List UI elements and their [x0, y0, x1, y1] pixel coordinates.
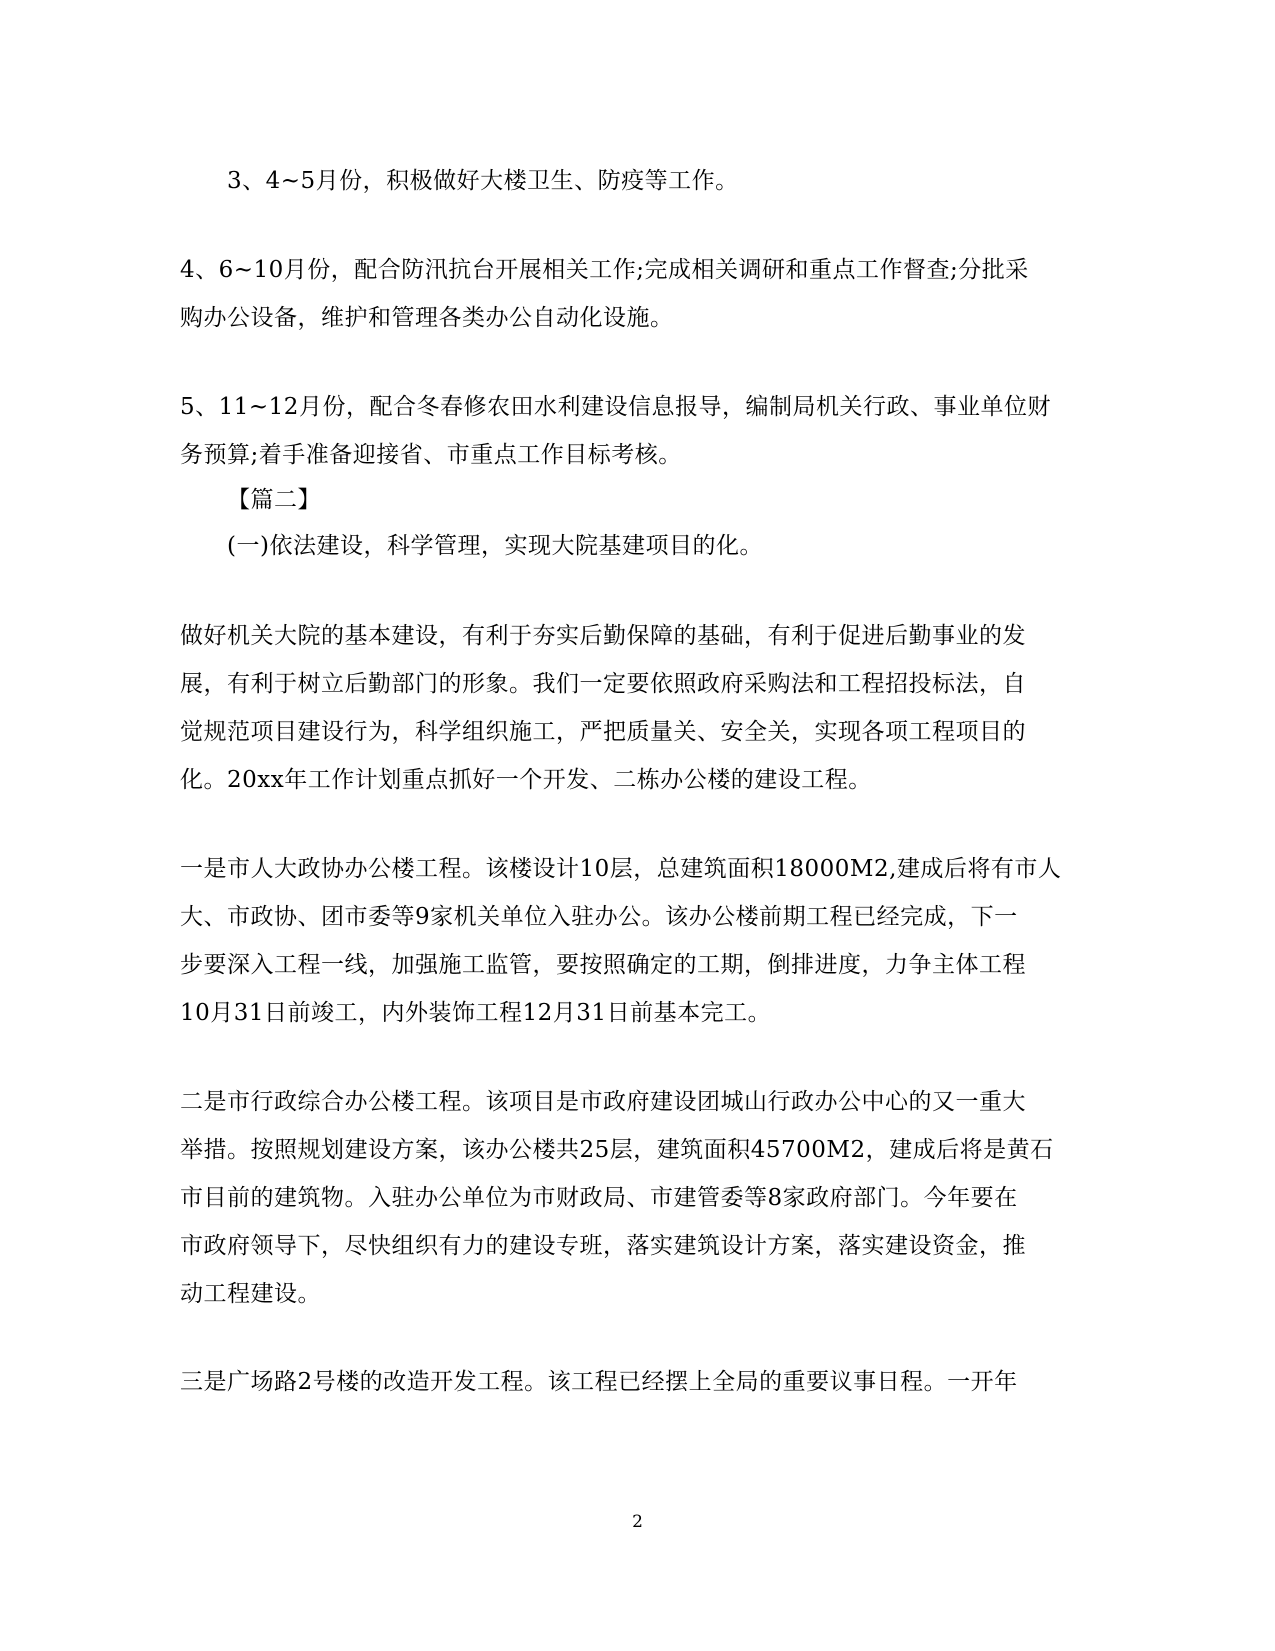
section-heading [227, 476, 1127, 524]
text-line: 化。20xx年工作计划重点抓好一个开发、二栋办公楼的建设工程。 [180, 767, 872, 793]
text-line: 3、4~5月份，积极做好大楼卫生、防疫等工作。 [227, 168, 739, 194]
text-line: 做好机关大院的基本建设，有利于夯实后勤保障的基础，有利于促进后勤事业的发 [180, 623, 1026, 649]
text-line: 一是市人大政协办公楼工程。该楼设计10层，总建筑面积18000M2,建成后将有市人 [180, 856, 1062, 882]
text-line: 市政府领导下，尽快组织有力的建设专班，落实建筑设计方案，落实建设资金，推 [180, 1233, 1026, 1259]
text-line: (一)依法建设，科学管理，实现大院基建项目的化。 [227, 533, 763, 559]
text-line: 市目前的建筑物。入驻办公单位为市财政局、市建管委等8家政府部门。今年要在 [180, 1185, 1018, 1211]
text-line: 二是市行政综合办公楼工程。该项目是市政府建设团城山行政办公中心的又一重大 [180, 1089, 1026, 1115]
text-line: 觉规范项目建设行为，科学组织施工，严把质量关、安全关，实现各项工程项目的 [180, 719, 1026, 745]
paragraph-project-1 [180, 845, 1080, 1037]
text-line: 三是广场路2号楼的改造开发工程。该工程已经摆上全局的重要议事日程。一开年 [180, 1369, 1018, 1395]
text-line: 展，有利于树立后勤部门的形象。我们一定要依照政府采购法和工程招投标法，自 [180, 671, 1026, 697]
subsection-heading [227, 522, 1127, 570]
paragraph-project-3 [180, 1358, 1080, 1406]
text-line: 4、6~10月份，配合防汛抗台开展相关工作;完成相关调研和重点工作督查;分批采 [180, 257, 1029, 283]
paragraph-item-5 [180, 383, 1080, 479]
text-line: 10月31日前竣工，内外装饰工程12月31日前基本完工。 [180, 1000, 772, 1026]
paragraph-intro [180, 612, 1080, 804]
paragraph-item-3 [227, 157, 1127, 205]
paragraph-item-4 [180, 246, 1080, 342]
text-line: 购办公设备，维护和管理各类办公自动化设施。 [180, 305, 674, 331]
text-line: 大、市政协、团市委等9家机关单位入驻办公。该办公楼前期工程已经完成，下一 [180, 904, 1018, 930]
page-number: 2 [632, 1512, 643, 1532]
text-line: 动工程建设。 [180, 1281, 321, 1307]
text-line: 步要深入工程一线，加强施工监管，要按照确定的工期，倒排进度，力争主体工程 [180, 952, 1026, 978]
text-line: 务预算;着手准备迎接省、市重点工作目标考核。 [180, 442, 682, 468]
text-line: 【篇二】 [227, 487, 321, 513]
text-line: 举措。按照规划建设方案，该办公楼共25层，建筑面积45700M2，建成后将是黄石 [180, 1137, 1054, 1163]
text-line: 5、11~12月份，配合冬春修农田水利建设信息报导，编制局机关行政、事业单位财 [180, 394, 1051, 420]
paragraph-project-2 [180, 1078, 1080, 1318]
